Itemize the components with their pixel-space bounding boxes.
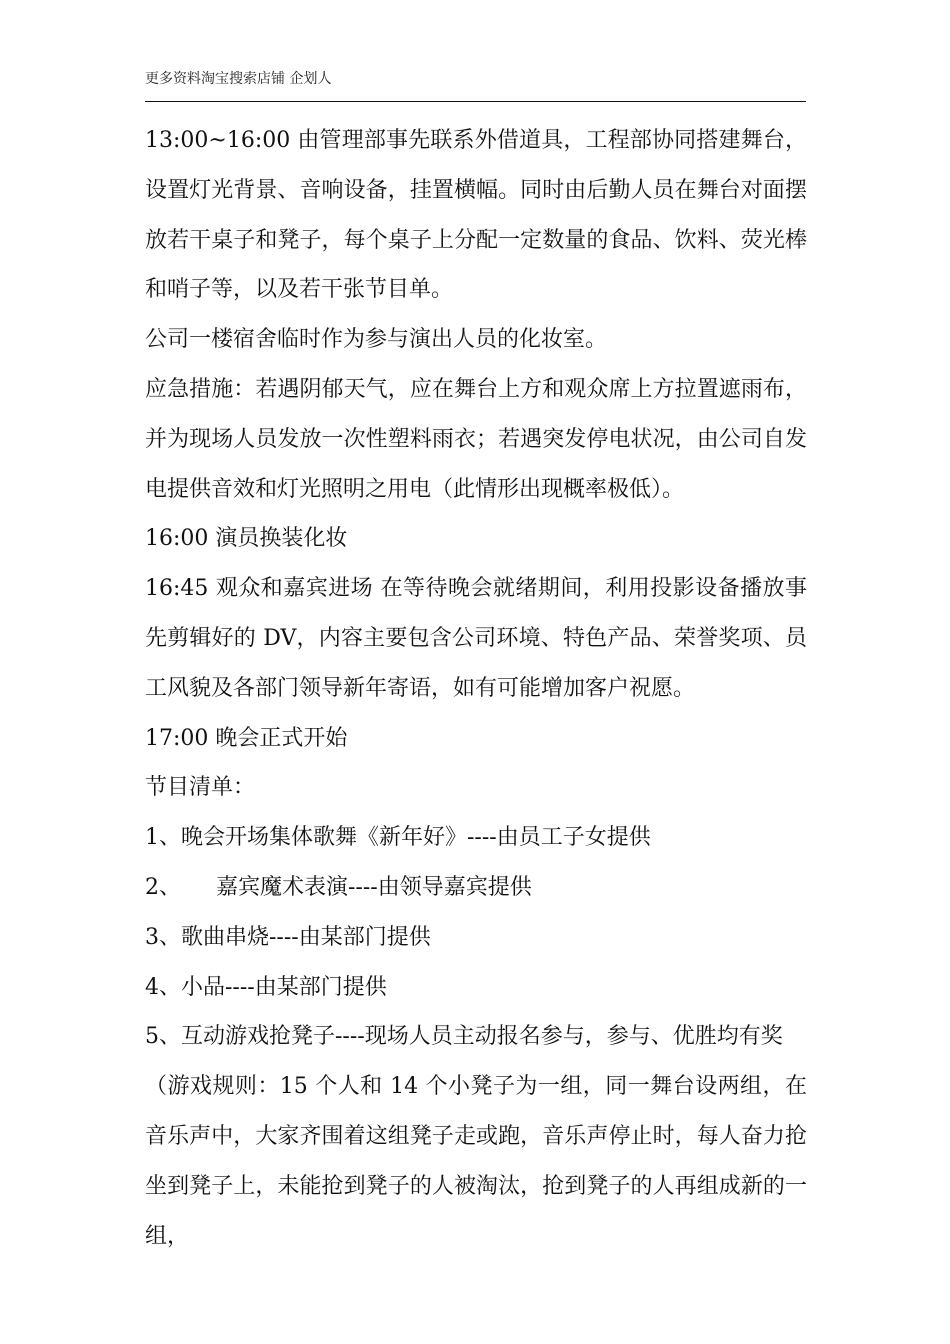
- paragraph-emergency: 应急措施：若遇阴郁天气，应在舞台上方和观众席上方拉置遮雨布，并为现场人员发放一次性塑料雨衣；若遇突发停电状况，由公司自发电提供音效和灯光照明之用电（此情形出现概率极低）。: [145, 376, 807, 502]
- paragraph-game-rules: （游戏规则：15 个人和 14 个小凳子为一组，同一舞台设两组，在音乐声中，大家齐围着这组凳子走或跑，音乐声停止时，每人奋力抢坐到凳子上，未能抢到凳子的人被淘汰，抢到凳子的人再组成新的一组，: [145, 1074, 807, 1249]
- program-item: 4、小品----由某部门提供: [145, 974, 387, 1000]
- page-header: 更多资料淘宝搜索店铺 企划人: [145, 71, 332, 87]
- document-body: [145, 116, 807, 1261]
- header-divider: [145, 101, 806, 102]
- program-list-heading: 节目清单：: [145, 775, 256, 801]
- paragraph-dressing-room: 公司一楼宿舍临时作为参与演出人员的化妆室。: [145, 327, 608, 353]
- paragraph-1645: 16:45 观众和嘉宾进场 在等待晚会就绪期间，利用投影设备播放事先剪辑好的 DV，内容主要包含公司环境、特色产品、荣誉奖项、员工风貌及各部门领导新年寄语，如有可能增加客户祝愿。: [145, 576, 807, 701]
- program-item: 5、互动游戏抢凳子----现场人员主动报名参与，参与、优胜均有奖: [145, 1024, 783, 1050]
- program-item: 1、晚会开场集体歌舞《新年好》----由员工子女提供: [145, 825, 651, 851]
- program-item: 3、歌曲串烧----由某部门提供: [145, 924, 431, 950]
- program-item: 2、 嘉宾魔术表演----由领导嘉宾提供: [145, 874, 532, 900]
- paragraph-setup: 13:00~16:00 由管理部事先联系外借道具，工程部协同搭建舞台，设置灯光背景、音响设备，挂置横幅。同时由后勤人员在舞台对面摆放若干桌子和凳子，每个桌子上分配一定数量的食品、饮料、荧光棒和哨子等，以及若干张节目单。: [145, 128, 807, 303]
- paragraph-1600: 16:00 演员换装化妆: [145, 526, 348, 552]
- paragraph-1700: 17:00 晚会正式开始: [145, 725, 348, 751]
